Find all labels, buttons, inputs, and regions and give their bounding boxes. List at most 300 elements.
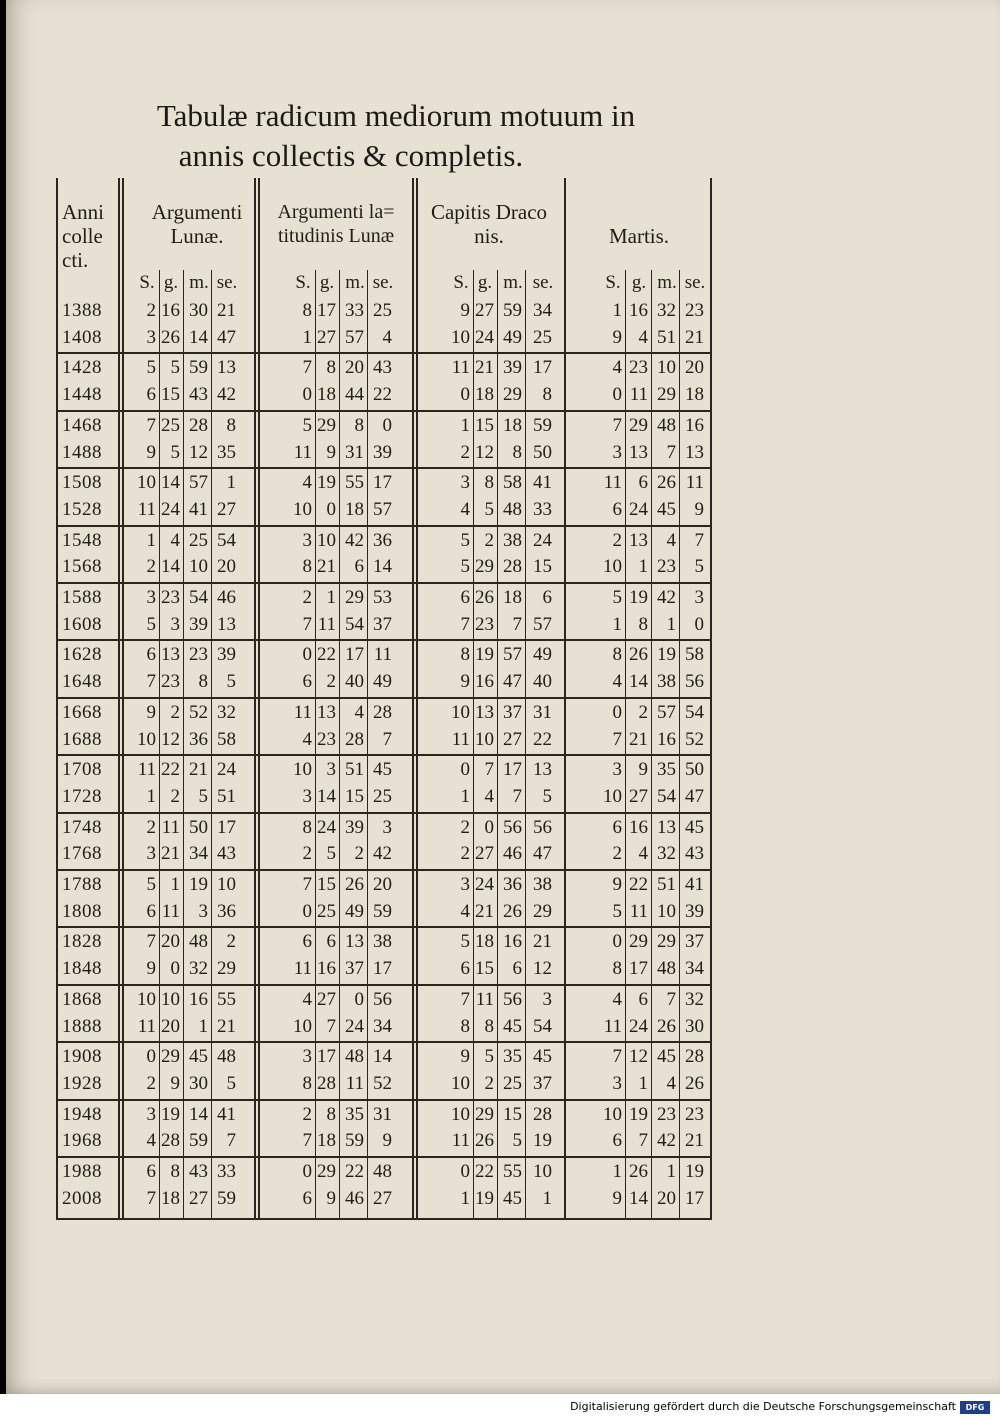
value-cell: 9 (146, 441, 156, 463)
value-cell: 7 (512, 613, 522, 635)
value-cell: 2 (146, 1072, 156, 1094)
value-cell: 22 (475, 1161, 494, 1182)
value-cell: 3 (302, 529, 312, 551)
value-cell: 54 (657, 785, 676, 807)
title-line-2: annis collectis & completis. (178, 138, 524, 173)
value-cell: 58 (217, 728, 236, 750)
value-cell: 4 (302, 988, 312, 1010)
value-cell: 11 (475, 988, 494, 1010)
value-cell: 14 (161, 472, 180, 494)
value-cell: 0 (460, 759, 470, 781)
value-cell: 37 (685, 931, 704, 953)
value-cell: 37 (503, 701, 522, 723)
value-cell: 23 (685, 300, 704, 321)
value-cell: 2 (460, 843, 470, 865)
value-cell: 21 (629, 728, 648, 750)
value-cell: 17 (317, 1046, 336, 1068)
value-cell: 2 (484, 529, 494, 551)
value-cell: 0 (694, 613, 704, 635)
unit-label: m. (345, 272, 365, 293)
value-cell: 2 (302, 1103, 312, 1125)
column-rule (254, 178, 256, 1218)
value-cell: 42 (373, 843, 392, 865)
value-cell: 0 (612, 384, 622, 406)
value-cell: 15 (317, 874, 336, 895)
value-cell: 39 (189, 613, 208, 635)
value-cell: 29 (161, 1046, 180, 1068)
year-cell: 1808 (62, 900, 102, 922)
dfg-logo: DFG (960, 1401, 990, 1414)
value-cell: 5 (146, 874, 156, 895)
value-cell: 21 (161, 843, 180, 865)
table-row (54, 1102, 714, 1128)
value-cell: 4 (612, 671, 622, 693)
footer-credit: Digitalisierung gefördert durch die Deutsche Forschungsgemeinschaft (570, 1400, 956, 1413)
value-cell: 26 (503, 900, 522, 922)
value-cell: 27 (317, 988, 336, 1010)
value-cell: 10 (217, 874, 236, 895)
value-cell: 47 (217, 326, 236, 348)
value-cell: 1 (146, 785, 156, 807)
value-cell: 40 (345, 671, 364, 693)
header-line: colle (62, 224, 103, 248)
value-cell: 43 (685, 843, 704, 865)
value-cell: 16 (189, 988, 208, 1010)
value-cell: 45 (503, 1187, 522, 1209)
value-cell: 29 (657, 384, 676, 406)
value-cell: 57 (373, 498, 392, 520)
value-cell: 9 (326, 441, 336, 463)
year-cell: 1508 (62, 472, 102, 494)
value-cell: 7 (146, 1187, 156, 1209)
value-cell: 10 (657, 900, 676, 922)
header-argumenti-latitudinis (260, 200, 412, 248)
column-rule (367, 270, 368, 1218)
value-cell: 22 (345, 1161, 364, 1182)
value-cell: 22 (317, 644, 336, 666)
value-cell: 2 (302, 843, 312, 865)
value-cell: 34 (533, 300, 552, 321)
value-cell: 29 (503, 384, 522, 406)
header-line: nis. (474, 224, 504, 248)
value-cell: 6 (326, 931, 336, 953)
year-cell: 1628 (62, 644, 102, 666)
value-cell: 28 (345, 728, 364, 750)
value-cell: 4 (170, 529, 180, 551)
value-cell: 51 (217, 785, 236, 807)
value-cell: 39 (345, 816, 364, 838)
value-cell: 39 (685, 900, 704, 922)
group-separator (56, 869, 712, 871)
value-cell: 45 (189, 1046, 208, 1068)
value-cell: 4 (612, 357, 622, 379)
value-cell: 8 (484, 1015, 494, 1037)
table-row (54, 757, 714, 783)
value-cell: 4 (302, 728, 312, 750)
value-cell: 1 (612, 1161, 622, 1182)
unit-label: S. (295, 272, 311, 293)
value-cell: 6 (460, 587, 470, 608)
value-cell: 4 (638, 843, 648, 865)
header-line: Argumenti (151, 200, 243, 224)
group-separator (56, 697, 712, 699)
value-cell: 29 (475, 1103, 494, 1125)
value-cell: 45 (685, 816, 704, 838)
table-row (54, 325, 714, 351)
value-cell: 39 (373, 441, 392, 463)
value-cell: 57 (189, 472, 208, 494)
value-cell: 8 (302, 556, 312, 578)
value-cell: 27 (629, 785, 648, 807)
value-cell: 10 (451, 1103, 470, 1125)
value-cell: 29 (317, 1161, 336, 1182)
value-cell: 30 (685, 1015, 704, 1037)
column-rule (56, 178, 58, 1218)
header-anni-collecti (62, 200, 104, 272)
value-cell: 2 (170, 701, 180, 723)
value-cell: 32 (217, 701, 236, 723)
unit-label: g. (319, 272, 335, 293)
value-cell: 3 (326, 759, 336, 781)
value-cell: 23 (161, 587, 180, 608)
value-cell: 30 (189, 1072, 208, 1094)
value-cell: 48 (657, 414, 676, 436)
value-cell: 0 (460, 1161, 470, 1182)
value-cell: 46 (217, 587, 236, 608)
unit-label: se. (532, 272, 554, 293)
value-cell: 6 (638, 472, 648, 494)
value-cell: 10 (603, 1103, 622, 1125)
value-cell: 8 (354, 414, 364, 436)
value-cell: 23 (629, 357, 648, 379)
column-rule (525, 270, 526, 1218)
value-cell: 29 (629, 931, 648, 953)
value-cell: 49 (533, 644, 552, 666)
value-cell: 6 (612, 498, 622, 520)
value-cell: 2 (302, 587, 312, 608)
value-cell: 29 (657, 931, 676, 953)
value-cell: 43 (217, 843, 236, 865)
year-cell: 1988 (62, 1161, 102, 1182)
value-cell: 19 (533, 1130, 552, 1152)
value-cell: 29 (533, 900, 552, 922)
value-cell: 8 (612, 958, 622, 980)
value-cell: 1 (638, 556, 648, 578)
table-row (54, 1128, 714, 1154)
unit-label: se. (684, 272, 706, 293)
value-cell: 7 (326, 1015, 336, 1037)
value-cell: 5 (694, 556, 704, 578)
value-cell: 20 (657, 1187, 676, 1209)
table-row (54, 528, 714, 554)
value-cell: 4 (302, 472, 312, 494)
value-cell: 4 (612, 988, 622, 1010)
value-cell: 6 (302, 931, 312, 953)
value-cell: 5 (512, 1130, 522, 1152)
value-cell: 8 (170, 1161, 180, 1182)
table-row (54, 642, 714, 668)
value-cell: 11 (373, 644, 392, 666)
value-cell: 33 (217, 1161, 236, 1182)
value-cell: 52 (189, 701, 208, 723)
column-rule (473, 270, 474, 1218)
table-row (54, 815, 714, 841)
value-cell: 32 (657, 300, 676, 321)
value-cell: 36 (503, 874, 522, 895)
year-cell: 1868 (62, 988, 102, 1010)
value-cell: 19 (317, 472, 336, 494)
value-cell: 36 (373, 529, 392, 551)
value-cell: 44 (345, 384, 364, 406)
value-cell: 10 (137, 472, 156, 494)
value-cell: 22 (373, 384, 392, 406)
value-cell: 11 (629, 900, 648, 922)
value-cell: 7 (484, 759, 494, 781)
value-cell: 25 (503, 1072, 522, 1094)
value-cell: 11 (603, 1015, 622, 1037)
value-cell: 20 (217, 556, 236, 578)
value-cell: 56 (373, 988, 392, 1010)
value-cell: 48 (217, 1046, 236, 1068)
value-cell: 34 (685, 958, 704, 980)
value-cell: 27 (189, 1187, 208, 1209)
value-cell: 47 (503, 671, 522, 693)
column-rule (412, 178, 414, 1218)
value-cell: 7 (146, 671, 156, 693)
value-cell: 39 (217, 644, 236, 666)
value-cell: 33 (345, 300, 364, 321)
table-row (54, 413, 714, 439)
value-cell: 25 (373, 785, 392, 807)
value-cell: 0 (146, 1046, 156, 1068)
value-cell: 21 (475, 357, 494, 379)
value-cell: 26 (657, 472, 676, 494)
value-cell: 6 (302, 671, 312, 693)
value-cell: 40 (533, 671, 552, 693)
value-cell: 11 (451, 728, 470, 750)
value-cell: 19 (475, 644, 494, 666)
value-cell: 11 (629, 384, 648, 406)
year-cell: 1548 (62, 529, 102, 551)
value-cell: 3 (612, 1072, 622, 1094)
value-cell: 7 (302, 1130, 312, 1152)
value-cell: 13 (629, 441, 648, 463)
value-cell: 25 (373, 300, 392, 321)
value-cell: 0 (484, 816, 494, 838)
page-title (86, 96, 706, 176)
value-cell: 8 (460, 1015, 470, 1037)
value-cell: 22 (533, 728, 552, 750)
value-cell: 31 (373, 1103, 392, 1125)
value-cell: 10 (657, 357, 676, 379)
value-cell: 56 (685, 671, 704, 693)
value-cell: 24 (533, 529, 552, 551)
header-line: Argumenti la= (277, 201, 395, 223)
value-cell: 6 (612, 1130, 622, 1152)
value-cell: 13 (217, 357, 236, 379)
value-cell: 1 (542, 1187, 552, 1209)
value-cell: 8 (512, 441, 522, 463)
value-cell: 20 (373, 874, 392, 895)
unit-label: S. (453, 272, 469, 293)
value-cell: 7 (460, 988, 470, 1010)
value-cell: 7 (302, 357, 312, 379)
value-cell: 5 (484, 1046, 494, 1068)
unit-label: m. (657, 272, 677, 293)
value-cell: 58 (685, 644, 704, 666)
value-cell: 14 (161, 556, 180, 578)
value-cell: 45 (503, 1015, 522, 1037)
column-rule (710, 178, 712, 1218)
value-cell: 18 (345, 498, 364, 520)
value-cell: 4 (666, 1072, 676, 1094)
value-cell: 21 (189, 759, 208, 781)
value-cell: 6 (302, 1187, 312, 1209)
value-cell: 7 (666, 441, 676, 463)
value-cell: 43 (373, 357, 392, 379)
value-cell: 45 (373, 759, 392, 781)
value-cell: 10 (189, 556, 208, 578)
value-cell: 17 (533, 357, 552, 379)
value-cell: 19 (685, 1161, 704, 1182)
value-cell: 3 (198, 900, 208, 922)
table-row (54, 1044, 714, 1070)
value-cell: 37 (345, 958, 364, 980)
value-cell: 51 (345, 759, 364, 781)
year-cell: 1708 (62, 759, 102, 781)
value-cell: 6 (146, 1161, 156, 1182)
year-cell: 1528 (62, 498, 102, 520)
value-cell: 31 (345, 441, 364, 463)
value-cell: 50 (189, 816, 208, 838)
value-cell: 23 (189, 644, 208, 666)
value-cell: 42 (217, 384, 236, 406)
value-cell: 13 (685, 441, 704, 463)
value-cell: 10 (603, 785, 622, 807)
value-cell: 23 (317, 728, 336, 750)
unit-label: g. (477, 272, 493, 293)
value-cell: 16 (685, 414, 704, 436)
value-cell: 49 (373, 671, 392, 693)
value-cell: 50 (685, 759, 704, 781)
value-cell: 26 (685, 1072, 704, 1094)
group-separator (56, 1099, 712, 1101)
table-bottom-rule (56, 1218, 712, 1220)
value-cell: 2 (484, 1072, 494, 1094)
value-cell: 42 (657, 1130, 676, 1152)
year-cell: 1788 (62, 874, 102, 895)
value-cell: 26 (657, 1015, 676, 1037)
value-cell: 15 (161, 384, 180, 406)
value-cell: 24 (217, 759, 236, 781)
table-row (54, 1159, 714, 1185)
value-cell: 13 (317, 701, 336, 723)
table-row (54, 956, 714, 982)
value-cell: 29 (217, 958, 236, 980)
year-cell: 1728 (62, 785, 102, 807)
value-cell: 10 (293, 1015, 312, 1037)
value-cell: 19 (629, 1103, 648, 1125)
value-cell: 12 (533, 958, 552, 980)
value-cell: 0 (612, 931, 622, 953)
value-cell: 7 (302, 613, 312, 635)
value-cell: 11 (137, 759, 156, 781)
value-cell: 7 (146, 414, 156, 436)
value-cell: 3 (542, 988, 552, 1010)
value-cell: 6 (146, 644, 156, 666)
value-cell: 5 (146, 357, 156, 379)
value-cell: 0 (460, 384, 470, 406)
column-rule (122, 178, 124, 1218)
value-cell: 0 (612, 701, 622, 723)
value-cell: 17 (503, 759, 522, 781)
header-line: titudinis Lunæ (277, 225, 395, 247)
value-cell: 56 (503, 988, 522, 1010)
value-cell: 14 (629, 671, 648, 693)
table-row (54, 585, 714, 611)
table-row (54, 700, 714, 726)
value-cell: 20 (345, 357, 364, 379)
value-cell: 9 (612, 1187, 622, 1209)
value-cell: 25 (189, 529, 208, 551)
value-cell: 9 (612, 874, 622, 895)
value-cell: 18 (317, 384, 336, 406)
value-cell: 8 (326, 357, 336, 379)
column-rule (211, 270, 212, 1218)
value-cell: 18 (503, 414, 522, 436)
year-cell: 1928 (62, 1072, 102, 1094)
value-cell: 9 (146, 701, 156, 723)
value-cell: 5 (326, 843, 336, 865)
value-cell: 0 (302, 900, 312, 922)
value-cell: 49 (345, 900, 364, 922)
table-row (54, 1186, 714, 1212)
value-cell: 5 (146, 613, 156, 635)
unit-label: se. (216, 272, 238, 293)
year-cell: 1908 (62, 1046, 102, 1068)
value-cell: 7 (612, 1046, 622, 1068)
value-cell: 21 (533, 931, 552, 953)
group-separator (56, 410, 712, 412)
group-separator (56, 525, 712, 527)
value-cell: 13 (345, 931, 364, 953)
value-cell: 4 (638, 326, 648, 348)
value-cell: 8 (302, 300, 312, 321)
value-cell: 25 (533, 326, 552, 348)
value-cell: 59 (189, 357, 208, 379)
unit-label: S. (139, 272, 155, 293)
value-cell: 11 (137, 498, 156, 520)
value-cell: 9 (170, 1072, 180, 1094)
value-cell: 10 (451, 701, 470, 723)
value-cell: 29 (475, 556, 494, 578)
table-row (54, 784, 714, 810)
value-cell: 5 (198, 785, 208, 807)
group-separator (56, 1041, 712, 1043)
value-cell: 1 (460, 785, 470, 807)
value-cell: 23 (657, 1103, 676, 1125)
value-cell: 19 (189, 874, 208, 895)
value-cell: 2 (460, 441, 470, 463)
value-cell: 48 (503, 498, 522, 520)
value-cell: 35 (217, 441, 236, 463)
value-cell: 1 (460, 1187, 470, 1209)
value-cell: 11 (451, 1130, 470, 1152)
value-cell: 5 (226, 671, 236, 693)
table-row (54, 440, 714, 466)
value-cell: 0 (302, 644, 312, 666)
value-cell: 3 (612, 759, 622, 781)
